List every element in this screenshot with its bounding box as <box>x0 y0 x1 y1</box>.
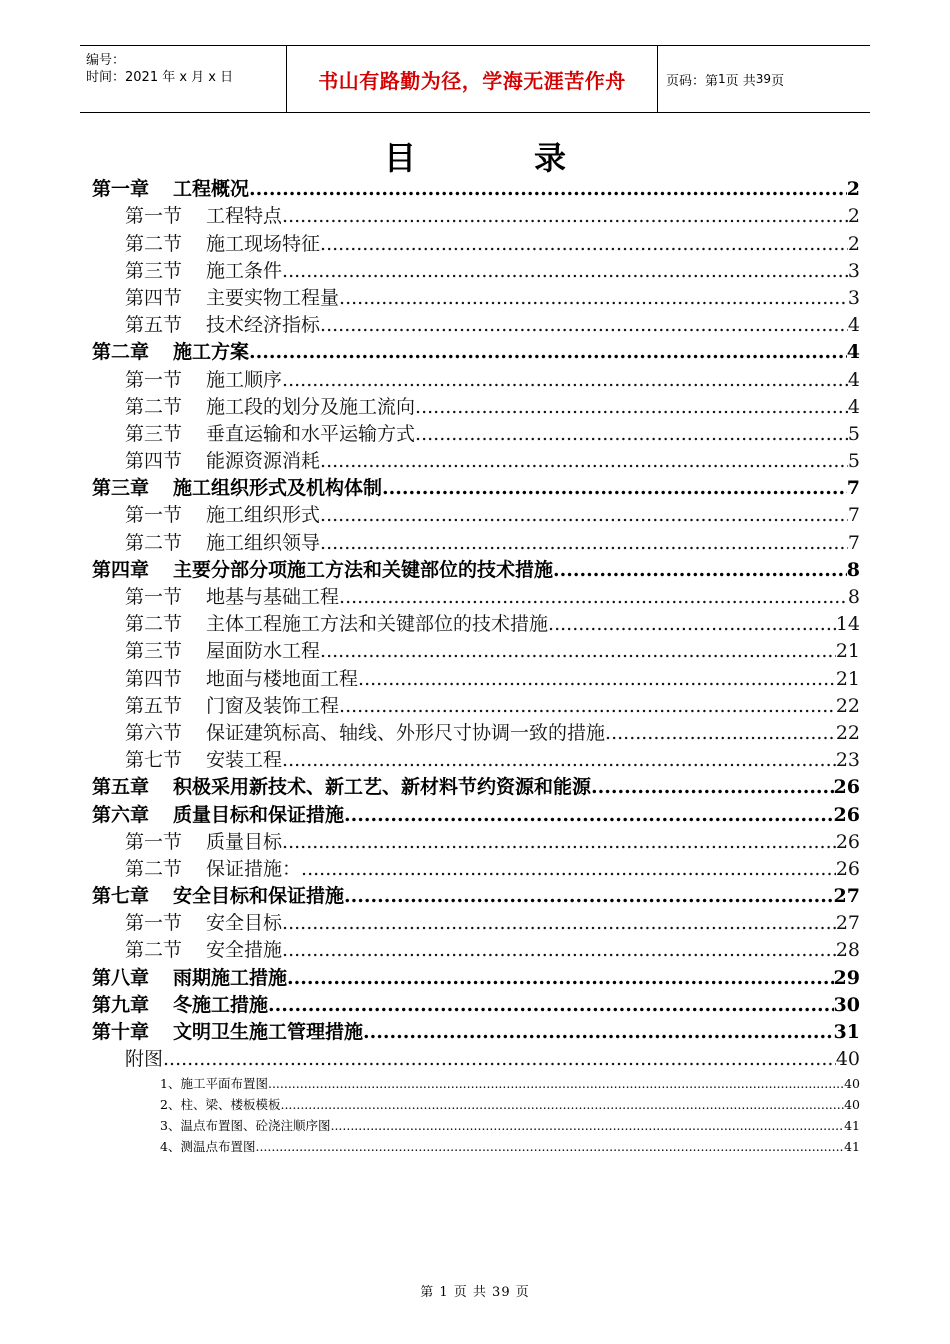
toc-leader-dots <box>163 1046 836 1073</box>
toc-entry-label <box>160 1073 268 1094</box>
toc-entry-number: 第七章 <box>92 885 150 908</box>
toc-entry-page: 26 <box>835 857 860 880</box>
toc-entry-chapter[interactable] <box>92 557 860 584</box>
toc-entry-page: 4 <box>847 314 860 337</box>
toc-entry-title: 地基与基础工程 <box>206 586 340 608</box>
toc-entry-section[interactable] <box>92 421 860 448</box>
toc-entry-chapter[interactable] <box>92 176 860 203</box>
toc-entry-section[interactable] <box>92 584 860 611</box>
document-number-label: 编号： <box>86 53 126 68</box>
toc-entry-page: 27 <box>833 885 860 908</box>
page-footer: 第 1 页 共 39 页 <box>420 1285 530 1300</box>
toc-entry-number: 第三节 <box>125 640 183 663</box>
toc-leader-dots <box>255 1136 844 1157</box>
toc-entry-label <box>125 693 339 720</box>
toc-entry-title: 屋面防水工程 <box>206 640 321 663</box>
toc-entry-label <box>92 774 591 801</box>
toc-entry-label <box>125 584 339 611</box>
toc-entry-number: 第四节 <box>125 450 183 473</box>
toc-entry-page: 40 <box>844 1076 860 1092</box>
toc-entry-title: 雨期施工措施 <box>173 966 288 989</box>
toc-entry-chapter[interactable] <box>92 964 860 991</box>
toc-entry-title: 施工条件 <box>206 259 283 282</box>
toc-entry-section[interactable] <box>92 366 860 393</box>
toc-entry-number: 第一节 <box>125 586 183 608</box>
toc-entry-section[interactable] <box>92 394 860 421</box>
toc-entry-label <box>125 937 282 964</box>
toc-entry-label <box>125 231 320 258</box>
toc-entry-title: 施工段的划分及施工流向 <box>206 395 416 418</box>
toc-entry-label <box>125 394 415 421</box>
toc-entry-number: 第四节 <box>125 286 183 309</box>
toc-leader-dots <box>382 475 847 502</box>
toc-entry-title: 积极采用新技术、新工艺、新材料节约资源和能源 <box>173 776 592 799</box>
toc-entry-section[interactable] <box>92 312 860 339</box>
toc-entry-section[interactable] <box>92 665 860 692</box>
toc-entry-title: 质量目标和保证措施 <box>173 803 345 826</box>
toc-entry-section[interactable] <box>92 448 860 475</box>
toc-leader-dots <box>553 557 847 584</box>
toc-entry-title: 冬施工措施 <box>173 993 269 1016</box>
toc-entry-number: 第一节 <box>125 205 183 228</box>
toc-entry-title: 门窗及装饰工程 <box>206 694 340 717</box>
toc-entry-title: 主要实物工程量 <box>206 286 340 309</box>
toc-entry-title: 施工组织形式 <box>206 504 321 527</box>
toc-entry-number: 第二节 <box>125 613 183 636</box>
toc-entry-page: 31 <box>833 1021 860 1043</box>
toc-entry-section[interactable] <box>92 910 860 937</box>
toc-entry-title: 垂直运输和水平运输方式 <box>206 422 416 445</box>
toc-leader-dots <box>282 910 836 937</box>
toc-entry-page: 3 <box>847 286 860 309</box>
toc-entry-page: 7 <box>847 531 860 554</box>
toc-leader-dots <box>415 394 848 421</box>
toc-entry-number: 第五节 <box>125 694 183 717</box>
toc-entry-chapter[interactable] <box>92 774 860 801</box>
toc-entry-label <box>125 203 282 230</box>
toc-entry-number: 第六章 <box>92 803 150 826</box>
toc-entry-number: 第七节 <box>125 749 183 772</box>
toc-leader-dots <box>282 367 848 394</box>
toc-entry-section[interactable] <box>92 747 860 774</box>
toc-entry-chapter[interactable] <box>92 339 860 366</box>
toc-entry-page: 2 <box>847 232 860 255</box>
toc-leader-dots <box>320 231 848 258</box>
toc-entry-label <box>125 720 605 747</box>
toc-entry-section[interactable] <box>92 829 860 856</box>
toc-entry-page: 8 <box>846 558 860 581</box>
toc-entry-page: 4 <box>846 341 860 364</box>
toc-entry-title: 施工现场特征 <box>206 232 321 255</box>
toc-leader-dots <box>548 611 836 638</box>
toc-entry-label <box>125 502 320 529</box>
toc-entry-page: 8 <box>847 586 860 608</box>
page-code-total: 39 <box>755 72 772 86</box>
toc-entry-number: 第二节 <box>125 232 183 255</box>
toc-entry-page: 27 <box>835 912 860 935</box>
toc-leader-dots <box>282 258 848 285</box>
toc-entry-page: 40 <box>844 1097 860 1113</box>
toc-entry-page: 22 <box>835 694 860 717</box>
toc-entry-section[interactable] <box>92 529 860 556</box>
toc-entry-label <box>125 611 548 638</box>
toc-entry-title: 安全目标 <box>206 912 283 935</box>
toc-entry-number: 第二节 <box>125 939 183 962</box>
toc-leader-dots <box>320 448 848 475</box>
toc-entry-title: 施工顺序 <box>206 368 283 391</box>
page-code-prefix: 页码：第 <box>666 73 719 89</box>
toc-entry-section[interactable] <box>92 937 860 964</box>
toc-entry-label <box>125 448 320 475</box>
toc-entry-label <box>125 910 282 937</box>
toc-entry-chapter[interactable] <box>92 992 860 1019</box>
toc-entry-number: 第二节 <box>125 395 183 418</box>
toc-entry-section[interactable] <box>92 856 860 883</box>
toc-leader-dots <box>339 285 848 312</box>
toc-entry-number: 第二章 <box>92 341 150 364</box>
toc-entry-page: 4 <box>847 395 860 418</box>
toc-entry-title: 主体工程施工方法和关键部位的技术措施 <box>206 613 549 636</box>
toc-entry-section[interactable] <box>92 203 860 230</box>
toc-leader-dots <box>358 666 836 693</box>
toc-entry-number: 第五节 <box>125 314 183 337</box>
toc-leader-dots <box>339 693 836 720</box>
toc-entry-page: 41 <box>844 1139 860 1155</box>
toc-entry-label <box>92 802 344 829</box>
toc-title: 目录 <box>383 139 684 177</box>
toc-entry-page: 40 <box>835 1048 860 1071</box>
toc-entry-page: 4 <box>847 368 860 391</box>
toc-entry-label <box>125 367 282 394</box>
toc-entry-number: 第一节 <box>125 368 183 391</box>
toc-entry-label <box>92 176 249 203</box>
toc-entry-title: 3、温点布置图、砼浇注顺序图 <box>160 1118 331 1134</box>
toc-entry-minor[interactable] <box>92 1094 860 1115</box>
toc-entry-title: 技术经济指标 <box>206 314 321 337</box>
toc-entry-page: 23 <box>835 749 860 772</box>
toc-entry-section[interactable] <box>92 693 860 720</box>
toc-entry-label <box>92 883 344 910</box>
toc-entry-page: 21 <box>835 667 860 690</box>
toc-entry-label <box>125 530 320 557</box>
toc-entry-title: 保证建筑标高、轴线、外形尺寸协调一致的措施 <box>206 721 606 744</box>
toc-entry-title: 1、施工平面布置图 <box>160 1076 268 1092</box>
toc-leader-dots <box>330 1115 844 1136</box>
toc-entry-section[interactable] <box>92 611 860 638</box>
toc-leader-dots <box>339 584 848 611</box>
toc-entry-chapter[interactable] <box>92 883 860 910</box>
toc-entry-label <box>125 638 320 665</box>
toc-entry-page: 26 <box>833 776 860 799</box>
toc-entry-label <box>125 1046 163 1073</box>
toc-entry-page: 21 <box>835 640 860 663</box>
toc-entry-label <box>125 258 282 285</box>
toc-entry-title: 附图 <box>125 1048 164 1071</box>
toc-entry-number: 第三节 <box>125 259 183 282</box>
toc-entry-label <box>92 339 249 366</box>
toc-entry-page: 30 <box>833 993 860 1016</box>
toc-leader-dots <box>415 421 848 448</box>
toc-leader-dots <box>344 883 834 910</box>
toc-entry-title: 工程特点 <box>206 205 283 228</box>
toc-entry-number: 第三节 <box>125 422 183 445</box>
toc-entry-title: 工程概况 <box>173 178 250 201</box>
toc-leader-dots <box>344 802 834 829</box>
toc-leader-dots <box>301 856 836 883</box>
toc-entry-title: 施工方案 <box>173 341 250 364</box>
toc-entry-label <box>92 965 287 992</box>
toc-entry-number: 第四节 <box>125 667 183 690</box>
toc-entry-title: 文明卫生施工管理措施 <box>173 1021 364 1043</box>
toc-entry-title: 安全目标和保证措施 <box>173 885 345 908</box>
toc-leader-dots <box>320 530 848 557</box>
header-page-code <box>658 46 870 112</box>
toc-entry-label <box>125 747 282 774</box>
toc-leader-dots <box>320 638 836 665</box>
toc-entry-page: 5 <box>847 450 860 473</box>
toc-entry-label <box>125 666 358 693</box>
page-code-mid: 页 共 <box>725 73 756 89</box>
toc-entry-section[interactable] <box>92 230 860 257</box>
toc-entry-chapter[interactable] <box>92 1019 860 1046</box>
header-meta <box>80 46 286 112</box>
toc-entry-number: 第八章 <box>92 966 150 989</box>
toc-entry-page: 22 <box>835 721 860 744</box>
toc-entry-title: 施工组织形式及机构体制 <box>173 477 383 500</box>
toc-entry-title: 质量目标 <box>206 830 283 853</box>
toc-entry-section[interactable] <box>92 1046 860 1073</box>
toc-entry-number: 第一节 <box>125 830 183 853</box>
toc-leader-dots <box>363 1019 834 1046</box>
toc-entry-page: 2 <box>847 205 860 228</box>
toc-entry-page: 3 <box>847 259 860 282</box>
toc-entry-page: 5 <box>847 422 860 445</box>
toc-entry-label <box>160 1136 255 1157</box>
toc-leader-dots <box>282 203 848 230</box>
toc-leader-dots <box>249 176 847 203</box>
toc-entry-chapter[interactable] <box>92 475 860 502</box>
toc-entry-number: 第五章 <box>92 776 150 799</box>
toc-leader-dots <box>282 747 836 774</box>
toc-entry-number: 第六节 <box>125 721 183 744</box>
toc-entry-label <box>160 1094 280 1115</box>
toc-entry-label <box>125 312 320 339</box>
toc-entry-title: 安装工程 <box>206 749 283 772</box>
toc-entry-title: 4、测温点布置图 <box>160 1139 256 1155</box>
toc-entry-number: 第一节 <box>125 912 183 935</box>
toc-entry-title: 主要分部分项施工方法和关键部位的技术措施 <box>173 558 554 581</box>
toc-entry-page: 29 <box>833 966 860 989</box>
toc-entry-minor[interactable] <box>92 1115 860 1136</box>
document-header <box>80 45 870 113</box>
toc-entry-number: 第一节 <box>125 504 183 527</box>
page-code-current: 1 <box>718 72 726 86</box>
toc-entry-label <box>125 829 282 856</box>
toc-entry-title: 保证措施： <box>206 857 302 880</box>
toc-leader-dots <box>282 937 836 964</box>
toc-entry-section[interactable] <box>92 258 860 285</box>
toc-leader-dots <box>268 992 834 1019</box>
toc-leader-dots <box>287 965 834 992</box>
toc-entry-page: 28 <box>835 939 860 962</box>
toc-entry-label <box>125 285 339 312</box>
toc-entry-page: 26 <box>835 830 860 853</box>
table-of-contents <box>92 176 860 1157</box>
toc-entry-label <box>92 992 268 1019</box>
toc-entry-section[interactable] <box>92 285 860 312</box>
toc-entry-section[interactable] <box>92 502 860 529</box>
page-code-suffix: 页 <box>771 73 785 89</box>
toc-entry-page: 2 <box>846 178 860 201</box>
toc-entry-number: 第九章 <box>92 993 150 1016</box>
toc-entry-page: 14 <box>835 613 860 636</box>
toc-leader-dots <box>249 339 847 366</box>
toc-leader-dots <box>320 502 848 529</box>
toc-entry-section[interactable] <box>92 720 860 747</box>
toc-leader-dots <box>605 720 836 747</box>
toc-entry-title: 地面与楼地面工程 <box>206 667 359 690</box>
toc-entry-title: 安全措施 <box>206 939 283 962</box>
toc-entry-label <box>125 421 415 448</box>
toc-entry-minor[interactable] <box>92 1136 860 1157</box>
toc-entry-label <box>92 557 553 584</box>
toc-entry-chapter[interactable] <box>92 801 860 828</box>
toc-entry-number: 第一章 <box>92 178 150 201</box>
toc-entry-number: 第四章 <box>92 558 150 581</box>
toc-entry-page: 7 <box>847 504 860 527</box>
toc-entry-label <box>160 1115 330 1136</box>
toc-entry-title: 施工组织领导 <box>206 531 321 554</box>
toc-leader-dots <box>282 829 836 856</box>
toc-entry-page: 26 <box>833 803 860 826</box>
toc-entry-number: 第二节 <box>125 857 183 880</box>
toc-entry-section[interactable] <box>92 638 860 665</box>
toc-leader-dots <box>591 774 834 801</box>
document-time: 时间：2021 年 x 月 x 日 <box>86 70 234 85</box>
toc-leader-dots <box>268 1073 844 1094</box>
toc-entry-page: 41 <box>844 1118 860 1134</box>
toc-entry-title: 2、柱、梁、楼板模板 <box>160 1097 281 1113</box>
header-motto: 书山有路勤为径，学海无涯苦作舟 <box>286 46 658 112</box>
toc-entry-label <box>92 1019 363 1046</box>
toc-leader-dots <box>320 312 848 339</box>
toc-entry-number: 第二节 <box>125 531 183 554</box>
toc-entry-label <box>92 475 382 502</box>
toc-entry-number: 第十章 <box>92 1021 150 1043</box>
toc-leader-dots <box>280 1094 844 1115</box>
toc-entry-title: 能源资源消耗 <box>206 450 321 473</box>
toc-entry-page: 7 <box>846 477 860 500</box>
toc-entry-minor[interactable] <box>92 1073 860 1094</box>
toc-entry-label <box>125 856 301 883</box>
toc-entry-number: 第三章 <box>92 477 150 500</box>
